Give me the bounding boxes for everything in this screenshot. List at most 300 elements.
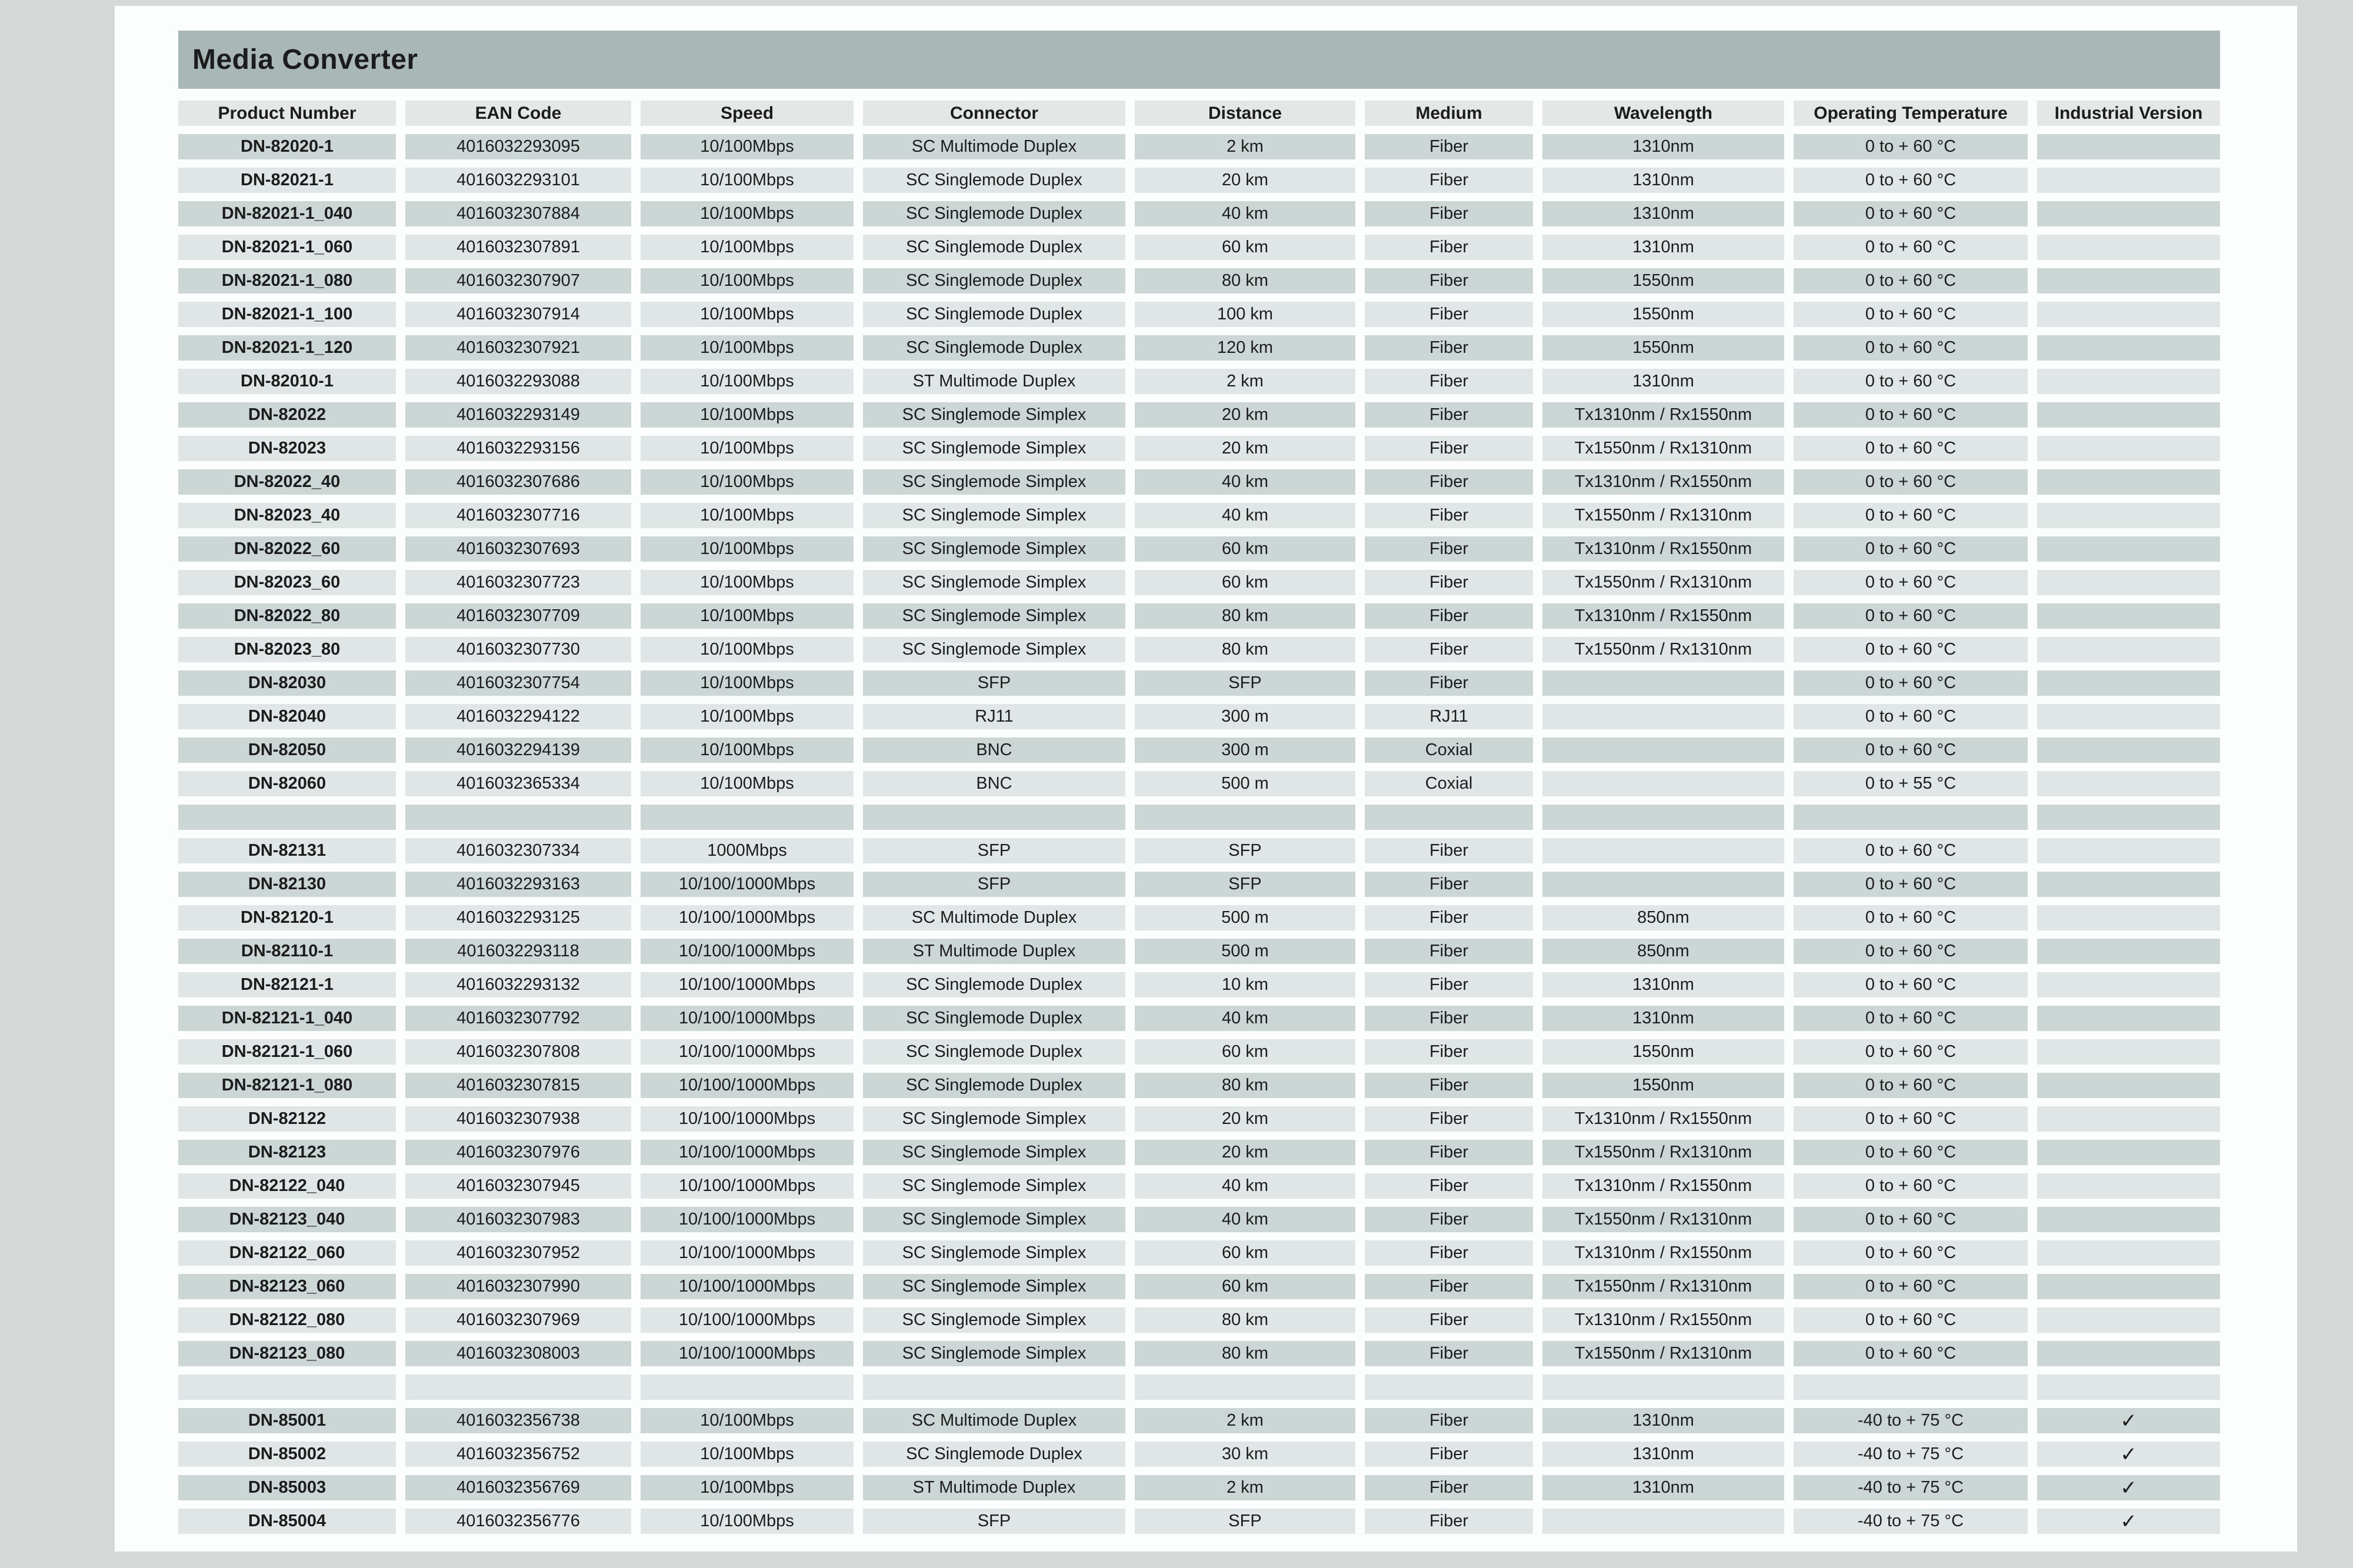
cell-medium: Fiber bbox=[1365, 570, 1533, 595]
cell-medium: Fiber bbox=[1365, 1073, 1533, 1098]
cell-connector: SC Singlemode Simplex bbox=[863, 1106, 1125, 1132]
cell-medium: Fiber bbox=[1365, 603, 1533, 629]
table-row-dn-82123-060 bbox=[178, 1274, 2220, 1299]
cell-speed: 10/100Mbps bbox=[641, 637, 854, 662]
cell-industrial bbox=[2037, 402, 2220, 428]
cell-wavelength: Tx1310nm / Rx1550nm bbox=[1542, 603, 1784, 629]
cell-distance: 500 m bbox=[1135, 905, 1355, 930]
cell-distance: 20 km bbox=[1135, 402, 1355, 428]
cell-industrial bbox=[2037, 1274, 2220, 1299]
cell-distance: 80 km bbox=[1135, 268, 1355, 293]
cell-industrial bbox=[2037, 503, 2220, 528]
cell-pn: DN-85001 bbox=[178, 1408, 396, 1433]
cell-speed: 10/100/1000Mbps bbox=[641, 939, 854, 964]
cell-speed: 10/100Mbps bbox=[641, 670, 854, 696]
cell-medium: Fiber bbox=[1365, 1140, 1533, 1165]
cell-pn: DN-82123 bbox=[178, 1140, 396, 1165]
cell-medium: Fiber bbox=[1365, 1039, 1533, 1065]
cell-temp: 0 to + 60 °C bbox=[1794, 402, 2028, 428]
cell-connector: ST Multimode Duplex bbox=[863, 369, 1125, 394]
cell-distance: 40 km bbox=[1135, 1006, 1355, 1031]
cell-speed: 10/100Mbps bbox=[641, 369, 854, 394]
datasheet-page bbox=[115, 6, 2297, 1552]
table-row-dn-82023-40 bbox=[178, 503, 2220, 528]
cell-distance: 120 km bbox=[1135, 335, 1355, 361]
cell-speed: 10/100Mbps bbox=[641, 704, 854, 729]
cell-industrial bbox=[2037, 1173, 2220, 1199]
cell-connector: SC Singlemode Simplex bbox=[863, 1207, 1125, 1232]
cell-distance: 2 km bbox=[1135, 134, 1355, 159]
cell-ean: 4016032307921 bbox=[405, 335, 631, 361]
cell-medium: Fiber bbox=[1365, 168, 1533, 193]
cell-distance: 40 km bbox=[1135, 1207, 1355, 1232]
cell-speed: 10/100Mbps bbox=[641, 1509, 854, 1534]
table-row-dn-82121-1-040 bbox=[178, 1006, 2220, 1031]
table-row-dn-85004 bbox=[178, 1509, 2220, 1534]
cell-connector: SC Singlemode Simplex bbox=[863, 570, 1125, 595]
cell-temp: 0 to + 60 °C bbox=[1794, 637, 2028, 662]
cell-temp: 0 to + 60 °C bbox=[1794, 235, 2028, 260]
cell-medium bbox=[1365, 1374, 1533, 1400]
cell-temp: 0 to + 60 °C bbox=[1794, 436, 2028, 461]
cell-connector: SFP bbox=[863, 838, 1125, 863]
cell-ean bbox=[405, 805, 631, 830]
cell-ean: 4016032293101 bbox=[405, 168, 631, 193]
cell-medium: Coxial bbox=[1365, 771, 1533, 796]
cell-industrial bbox=[2037, 1374, 2220, 1400]
cell-ean: 4016032293132 bbox=[405, 972, 631, 997]
cell-wavelength: Tx1310nm / Rx1550nm bbox=[1542, 536, 1784, 562]
cell-temp: 0 to + 60 °C bbox=[1794, 503, 2028, 528]
page-title: Media Converter bbox=[192, 44, 418, 75]
cell-temp: -40 to + 75 °C bbox=[1794, 1509, 2028, 1534]
table-row-dn-82022 bbox=[178, 402, 2220, 428]
cell-distance: 80 km bbox=[1135, 1307, 1355, 1333]
table-row-dn-82023-80 bbox=[178, 637, 2220, 662]
table-row-dn-82021-1-120 bbox=[178, 335, 2220, 361]
cell-pn: DN-82023_80 bbox=[178, 637, 396, 662]
cell-pn: DN-82021-1 bbox=[178, 168, 396, 193]
table-row-dn-82123 bbox=[178, 1140, 2220, 1165]
cell-ean: 4016032307990 bbox=[405, 1274, 631, 1299]
cell-industrial bbox=[2037, 235, 2220, 260]
cell-connector: SC Singlemode Duplex bbox=[863, 1006, 1125, 1031]
cell-wavelength: 1310nm bbox=[1542, 1475, 1784, 1500]
cell-ean: 4016032293163 bbox=[405, 872, 631, 897]
cell-medium: Fiber bbox=[1365, 670, 1533, 696]
cell-temp: 0 to + 60 °C bbox=[1794, 1341, 2028, 1366]
cell-temp: 0 to + 60 °C bbox=[1794, 905, 2028, 930]
cell-temp: 0 to + 60 °C bbox=[1794, 201, 2028, 226]
cell-connector: SFP bbox=[863, 670, 1125, 696]
cell-industrial bbox=[2037, 905, 2220, 930]
cell-speed: 10/100/1000Mbps bbox=[641, 1274, 854, 1299]
column-header-connector: Connector bbox=[863, 101, 1125, 126]
cell-industrial bbox=[2037, 1073, 2220, 1098]
cell-connector: SC Singlemode Simplex bbox=[863, 503, 1125, 528]
cell-speed bbox=[641, 805, 854, 830]
cell-speed: 10/100Mbps bbox=[641, 1442, 854, 1467]
cell-industrial bbox=[2037, 1006, 2220, 1031]
cell-pn: DN-82021-1_120 bbox=[178, 335, 396, 361]
cell-industrial bbox=[2037, 536, 2220, 562]
table-row-dn-82021-1-080 bbox=[178, 268, 2220, 293]
column-header-operating-temperature: Operating Temperature bbox=[1794, 101, 2028, 126]
cell-ean: 4016032293095 bbox=[405, 134, 631, 159]
cell-connector: SC Singlemode Duplex bbox=[863, 335, 1125, 361]
cell-wavelength bbox=[1542, 872, 1784, 897]
column-header-medium: Medium bbox=[1365, 101, 1533, 126]
cell-ean: 4016032307686 bbox=[405, 469, 631, 495]
cell-distance: 60 km bbox=[1135, 536, 1355, 562]
cell-wavelength: Tx1310nm / Rx1550nm bbox=[1542, 1307, 1784, 1333]
cell-pn bbox=[178, 805, 396, 830]
cell-distance: 300 m bbox=[1135, 738, 1355, 763]
cell-connector: SC Singlemode Simplex bbox=[863, 1140, 1125, 1165]
cell-connector: SC Singlemode Simplex bbox=[863, 603, 1125, 629]
cell-pn: DN-82121-1_060 bbox=[178, 1039, 396, 1065]
cell-pn: DN-82021-1_100 bbox=[178, 302, 396, 327]
cell-industrial bbox=[2037, 302, 2220, 327]
cell-temp: 0 to + 60 °C bbox=[1794, 838, 2028, 863]
cell-medium: Fiber bbox=[1365, 1240, 1533, 1266]
cell-ean bbox=[405, 1374, 631, 1400]
cell-medium: Fiber bbox=[1365, 1509, 1533, 1534]
cell-medium: Fiber bbox=[1365, 503, 1533, 528]
cell-distance: 500 m bbox=[1135, 771, 1355, 796]
table-row-dn-82021-1-040 bbox=[178, 201, 2220, 226]
cell-medium: Fiber bbox=[1365, 335, 1533, 361]
cell-distance: 2 km bbox=[1135, 369, 1355, 394]
cell-industrial bbox=[2037, 1140, 2220, 1165]
cell-wavelength: 1310nm bbox=[1542, 134, 1784, 159]
cell-medium: Fiber bbox=[1365, 972, 1533, 997]
cell-medium: Coxial bbox=[1365, 738, 1533, 763]
cell-ean: 4016032307792 bbox=[405, 1006, 631, 1031]
cell-wavelength bbox=[1542, 1374, 1784, 1400]
cell-medium: Fiber bbox=[1365, 1475, 1533, 1500]
cell-connector: SC Singlemode Duplex bbox=[863, 302, 1125, 327]
table-row-dn-82050 bbox=[178, 738, 2220, 763]
cell-wavelength: Tx1310nm / Rx1550nm bbox=[1542, 1240, 1784, 1266]
cell-ean: 4016032307945 bbox=[405, 1173, 631, 1199]
table-row-dn-82123-080 bbox=[178, 1341, 2220, 1366]
cell-wavelength bbox=[1542, 771, 1784, 796]
cell-medium: Fiber bbox=[1365, 201, 1533, 226]
table-row-dn-82020-1 bbox=[178, 134, 2220, 159]
cell-wavelength: 1310nm bbox=[1542, 235, 1784, 260]
cell-connector: BNC bbox=[863, 738, 1125, 763]
cell-pn: DN-82121-1_080 bbox=[178, 1073, 396, 1098]
cell-temp: 0 to + 60 °C bbox=[1794, 1106, 2028, 1132]
cell-ean: 4016032307983 bbox=[405, 1207, 631, 1232]
cell-temp: 0 to + 55 °C bbox=[1794, 771, 2028, 796]
table-row-dn-82131 bbox=[178, 838, 2220, 863]
cell-pn: DN-82021-1_060 bbox=[178, 235, 396, 260]
cell-ean: 4016032294122 bbox=[405, 704, 631, 729]
cell-wavelength: 1310nm bbox=[1542, 168, 1784, 193]
cell-connector: SC Singlemode Duplex bbox=[863, 201, 1125, 226]
cell-distance: 40 km bbox=[1135, 1173, 1355, 1199]
cell-temp: 0 to + 60 °C bbox=[1794, 1173, 2028, 1199]
cell-speed: 10/100/1000Mbps bbox=[641, 872, 854, 897]
cell-connector: SC Singlemode Duplex bbox=[863, 1039, 1125, 1065]
cell-distance: 60 km bbox=[1135, 1039, 1355, 1065]
cell-speed: 10/100Mbps bbox=[641, 503, 854, 528]
table-row-dn-82121-1-060 bbox=[178, 1039, 2220, 1065]
cell-temp: 0 to + 60 °C bbox=[1794, 1140, 2028, 1165]
cell-connector: SC Singlemode Simplex bbox=[863, 469, 1125, 495]
cell-pn: DN-85002 bbox=[178, 1442, 396, 1467]
table-row-dn-82010-1 bbox=[178, 369, 2220, 394]
cell-distance: 60 km bbox=[1135, 570, 1355, 595]
cell-industrial bbox=[2037, 771, 2220, 796]
cell-distance: 80 km bbox=[1135, 603, 1355, 629]
cell-medium: Fiber bbox=[1365, 1341, 1533, 1366]
column-header-distance: Distance bbox=[1135, 101, 1355, 126]
cell-speed: 10/100/1000Mbps bbox=[641, 1006, 854, 1031]
cell-pn: DN-82021-1_040 bbox=[178, 201, 396, 226]
cell-distance: 60 km bbox=[1135, 1274, 1355, 1299]
cell-connector: SC Multimode Duplex bbox=[863, 134, 1125, 159]
cell-medium: Fiber bbox=[1365, 302, 1533, 327]
table-row-dn-82022-40 bbox=[178, 469, 2220, 495]
table-row-dn-82130 bbox=[178, 872, 2220, 897]
cell-connector: SC Singlemode Simplex bbox=[863, 637, 1125, 662]
cell-wavelength: 850nm bbox=[1542, 939, 1784, 964]
cell-wavelength: Tx1550nm / Rx1310nm bbox=[1542, 1274, 1784, 1299]
table-row-dn-82021-1-060 bbox=[178, 235, 2220, 260]
industrial-check-icon: ✓ bbox=[2037, 1408, 2220, 1433]
cell-ean: 4016032307969 bbox=[405, 1307, 631, 1333]
cell-pn: DN-85004 bbox=[178, 1509, 396, 1534]
cell-wavelength: 1550nm bbox=[1542, 268, 1784, 293]
cell-distance: 80 km bbox=[1135, 1341, 1355, 1366]
cell-pn: DN-82122 bbox=[178, 1106, 396, 1132]
cell-connector: BNC bbox=[863, 771, 1125, 796]
cell-speed: 10/100Mbps bbox=[641, 134, 854, 159]
cell-temp: 0 to + 60 °C bbox=[1794, 872, 2028, 897]
cell-temp: 0 to + 60 °C bbox=[1794, 603, 2028, 629]
industrial-check-icon: ✓ bbox=[2037, 1509, 2220, 1534]
cell-industrial bbox=[2037, 1039, 2220, 1065]
cell-speed: 10/100/1000Mbps bbox=[641, 1307, 854, 1333]
cell-distance: 80 km bbox=[1135, 1073, 1355, 1098]
cell-wavelength: Tx1550nm / Rx1310nm bbox=[1542, 1341, 1784, 1366]
column-header-industrial-version: Industrial Version bbox=[2037, 101, 2220, 126]
cell-medium: Fiber bbox=[1365, 268, 1533, 293]
industrial-check-icon: ✓ bbox=[2037, 1442, 2220, 1467]
cell-medium: Fiber bbox=[1365, 872, 1533, 897]
cell-speed: 10/100/1000Mbps bbox=[641, 905, 854, 930]
cell-speed bbox=[641, 1374, 854, 1400]
column-header-wavelength: Wavelength bbox=[1542, 101, 1784, 126]
cell-temp: 0 to + 60 °C bbox=[1794, 704, 2028, 729]
cell-connector: SC Singlemode Simplex bbox=[863, 436, 1125, 461]
cell-industrial bbox=[2037, 670, 2220, 696]
cell-pn: DN-82060 bbox=[178, 771, 396, 796]
cell-temp: 0 to + 60 °C bbox=[1794, 302, 2028, 327]
cell-medium: Fiber bbox=[1365, 838, 1533, 863]
cell-pn: DN-82040 bbox=[178, 704, 396, 729]
cell-ean: 4016032307709 bbox=[405, 603, 631, 629]
cell-distance: SFP bbox=[1135, 670, 1355, 696]
cell-distance: 100 km bbox=[1135, 302, 1355, 327]
cell-pn: DN-82110-1 bbox=[178, 939, 396, 964]
cell-ean: 4016032293088 bbox=[405, 369, 631, 394]
cell-pn: DN-82023_40 bbox=[178, 503, 396, 528]
cell-ean: 4016032307914 bbox=[405, 302, 631, 327]
table-row-dn-82122-080 bbox=[178, 1307, 2220, 1333]
cell-pn: DN-82021-1_080 bbox=[178, 268, 396, 293]
cell-wavelength: Tx1550nm / Rx1310nm bbox=[1542, 637, 1784, 662]
cell-temp: 0 to + 60 °C bbox=[1794, 168, 2028, 193]
cell-industrial bbox=[2037, 134, 2220, 159]
cell-speed: 10/100Mbps bbox=[641, 570, 854, 595]
cell-speed: 10/100/1000Mbps bbox=[641, 1140, 854, 1165]
cell-industrial bbox=[2037, 805, 2220, 830]
cell-pn: DN-82023_60 bbox=[178, 570, 396, 595]
cell-connector: SC Singlemode Simplex bbox=[863, 1341, 1125, 1366]
cell-temp: 0 to + 60 °C bbox=[1794, 1073, 2028, 1098]
cell-temp: 0 to + 60 °C bbox=[1794, 369, 2028, 394]
cell-connector: SC Singlemode Duplex bbox=[863, 168, 1125, 193]
spacer-row bbox=[178, 805, 2220, 830]
cell-speed: 10/100Mbps bbox=[641, 268, 854, 293]
cell-distance: SFP bbox=[1135, 872, 1355, 897]
cell-medium: Fiber bbox=[1365, 369, 1533, 394]
cell-medium: Fiber bbox=[1365, 469, 1533, 495]
table-body bbox=[178, 134, 2220, 1534]
cell-temp: 0 to + 60 °C bbox=[1794, 670, 2028, 696]
cell-industrial bbox=[2037, 603, 2220, 629]
cell-speed: 10/100Mbps bbox=[641, 738, 854, 763]
cell-temp: 0 to + 60 °C bbox=[1794, 1307, 2028, 1333]
cell-wavelength: 1310nm bbox=[1542, 972, 1784, 997]
table-row-dn-82123-040 bbox=[178, 1207, 2220, 1232]
table-row-dn-85002 bbox=[178, 1442, 2220, 1467]
cell-medium: Fiber bbox=[1365, 1106, 1533, 1132]
cell-temp: -40 to + 75 °C bbox=[1794, 1408, 2028, 1433]
cell-distance: SFP bbox=[1135, 838, 1355, 863]
cell-speed: 10/100Mbps bbox=[641, 201, 854, 226]
cell-wavelength: Tx1310nm / Rx1550nm bbox=[1542, 1173, 1784, 1199]
cell-speed: 10/100Mbps bbox=[641, 771, 854, 796]
cell-wavelength: Tx1550nm / Rx1310nm bbox=[1542, 1207, 1784, 1232]
cell-distance bbox=[1135, 1374, 1355, 1400]
table-row-dn-82022-60 bbox=[178, 536, 2220, 562]
cell-medium: Fiber bbox=[1365, 1006, 1533, 1031]
cell-connector bbox=[863, 805, 1125, 830]
cell-pn: DN-82122_060 bbox=[178, 1240, 396, 1266]
cell-ean: 4016032293125 bbox=[405, 905, 631, 930]
cell-ean: 4016032307716 bbox=[405, 503, 631, 528]
cell-wavelength bbox=[1542, 738, 1784, 763]
cell-connector: SC Singlemode Simplex bbox=[863, 1274, 1125, 1299]
cell-speed: 10/100Mbps bbox=[641, 235, 854, 260]
table-row-dn-82060 bbox=[178, 771, 2220, 796]
cell-pn: DN-82130 bbox=[178, 872, 396, 897]
cell-ean: 4016032356752 bbox=[405, 1442, 631, 1467]
cell-connector: SC Singlemode Duplex bbox=[863, 972, 1125, 997]
cell-connector: ST Multimode Duplex bbox=[863, 939, 1125, 964]
cell-wavelength: 1310nm bbox=[1542, 369, 1784, 394]
cell-industrial bbox=[2037, 570, 2220, 595]
cell-wavelength: Tx1310nm / Rx1550nm bbox=[1542, 402, 1784, 428]
cell-connector: SC Singlemode Simplex bbox=[863, 536, 1125, 562]
cell-temp: 0 to + 60 °C bbox=[1794, 1240, 2028, 1266]
cell-medium: Fiber bbox=[1365, 134, 1533, 159]
table-row-dn-82023-60 bbox=[178, 570, 2220, 595]
table-row-dn-82122 bbox=[178, 1106, 2220, 1132]
cell-wavelength: 1550nm bbox=[1542, 1073, 1784, 1098]
title-bar bbox=[178, 31, 2220, 89]
cell-distance: 40 km bbox=[1135, 201, 1355, 226]
cell-ean: 4016032365334 bbox=[405, 771, 631, 796]
cell-speed: 10/100Mbps bbox=[641, 402, 854, 428]
cell-temp: 0 to + 60 °C bbox=[1794, 268, 2028, 293]
cell-pn bbox=[178, 1374, 396, 1400]
cell-industrial bbox=[2037, 738, 2220, 763]
cell-ean: 4016032307754 bbox=[405, 670, 631, 696]
cell-speed: 10/100/1000Mbps bbox=[641, 972, 854, 997]
table-row-dn-82122-060 bbox=[178, 1240, 2220, 1266]
cell-industrial bbox=[2037, 872, 2220, 897]
cell-connector: SC Singlemode Simplex bbox=[863, 1173, 1125, 1199]
cell-ean: 4016032356769 bbox=[405, 1475, 631, 1500]
cell-speed: 10/100Mbps bbox=[641, 302, 854, 327]
cell-temp: 0 to + 60 °C bbox=[1794, 134, 2028, 159]
cell-distance: 500 m bbox=[1135, 939, 1355, 964]
cell-distance: 60 km bbox=[1135, 235, 1355, 260]
cell-connector: SC Singlemode Simplex bbox=[863, 1307, 1125, 1333]
cell-distance: 20 km bbox=[1135, 168, 1355, 193]
cell-medium: Fiber bbox=[1365, 1173, 1533, 1199]
cell-distance: 20 km bbox=[1135, 1140, 1355, 1165]
cell-medium: Fiber bbox=[1365, 402, 1533, 428]
cell-pn: DN-82022_60 bbox=[178, 536, 396, 562]
cell-industrial bbox=[2037, 201, 2220, 226]
cell-ean: 4016032293149 bbox=[405, 402, 631, 428]
table-row-dn-85003 bbox=[178, 1475, 2220, 1500]
cell-temp: 0 to + 60 °C bbox=[1794, 536, 2028, 562]
cell-medium: RJ11 bbox=[1365, 704, 1533, 729]
cell-ean: 4016032307723 bbox=[405, 570, 631, 595]
cell-wavelength: 1310nm bbox=[1542, 1442, 1784, 1467]
cell-speed: 1000Mbps bbox=[641, 838, 854, 863]
cell-medium: Fiber bbox=[1365, 1408, 1533, 1433]
cell-pn: DN-82122_040 bbox=[178, 1173, 396, 1199]
cell-connector: RJ11 bbox=[863, 704, 1125, 729]
cell-wavelength bbox=[1542, 805, 1784, 830]
cell-temp: 0 to + 60 °C bbox=[1794, 335, 2028, 361]
cell-ean: 4016032307693 bbox=[405, 536, 631, 562]
cell-connector: SC Singlemode Simplex bbox=[863, 1240, 1125, 1266]
cell-distance: 30 km bbox=[1135, 1442, 1355, 1467]
cell-ean: 4016032307730 bbox=[405, 637, 631, 662]
cell-industrial bbox=[2037, 436, 2220, 461]
cell-industrial bbox=[2037, 939, 2220, 964]
cell-wavelength: Tx1550nm / Rx1310nm bbox=[1542, 503, 1784, 528]
cell-connector: SC Singlemode Duplex bbox=[863, 268, 1125, 293]
cell-ean: 4016032293156 bbox=[405, 436, 631, 461]
cell-speed: 10/100/1000Mbps bbox=[641, 1039, 854, 1065]
cell-industrial bbox=[2037, 972, 2220, 997]
cell-ean: 4016032294139 bbox=[405, 738, 631, 763]
cell-ean: 4016032307334 bbox=[405, 838, 631, 863]
cell-pn: DN-82123_080 bbox=[178, 1341, 396, 1366]
cell-industrial bbox=[2037, 168, 2220, 193]
